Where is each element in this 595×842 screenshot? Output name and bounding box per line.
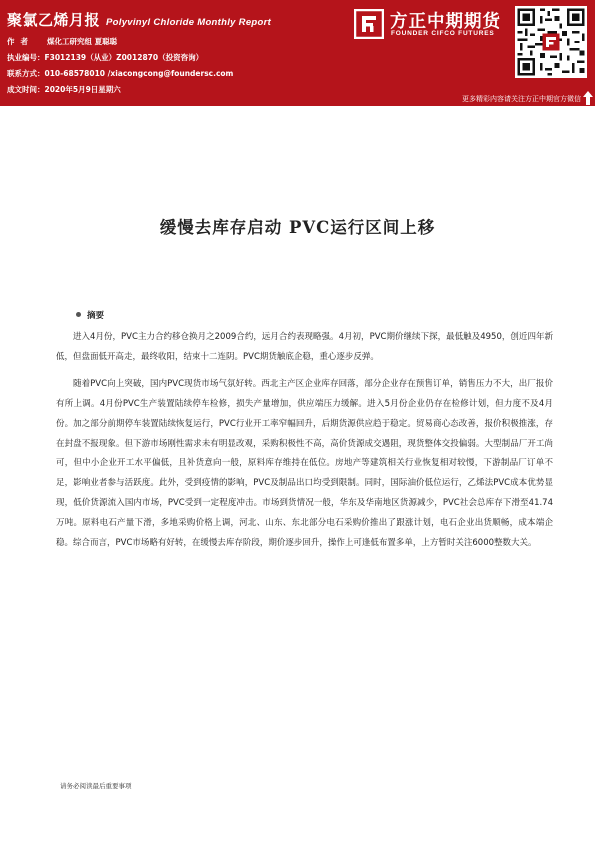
report-title-cn: 聚氯乙烯月报 <box>7 11 101 29</box>
abstract-body <box>56 328 553 554</box>
abstract-paragraph: 进入4月份，PVC主力合约移仓换月之2009合约，远月合约表现略强。4月初，PVC期价继续下探，最低触及4950，创近四年新低，但盘面低开高走，最终收阳，结束十二连阴。PVC期货触底企稳，重心逐步反弹。 <box>56 332 553 362</box>
author-row <box>7 37 117 47</box>
report-title-en: Polyvinyl Chloride Monthly Report <box>106 17 272 28</box>
arrow-up-icon <box>583 90 593 106</box>
founder-logo-icon <box>354 9 384 39</box>
footer-disclaimer-note: 请务必阅读最后重要事项 <box>60 782 132 790</box>
contact-value: 010-68578010 /xiacongcong@foundersc.com <box>44 69 234 78</box>
license-value: F3012139（从业）Z0012870（投资咨询） <box>44 53 204 62</box>
qr-code-icon <box>515 6 587 78</box>
wechat-slogan: 更多精彩内容请关注方正中期官方微信 <box>462 95 581 103</box>
logo-text-cn: 方正中期期货 <box>390 12 501 32</box>
bullet-icon <box>76 312 81 317</box>
date-value: 2020年5月9日星期六 <box>44 85 121 94</box>
contact-label: 联系方式： <box>7 69 45 78</box>
date-label: 成文时间： <box>7 85 45 94</box>
abstract-heading-text: 摘要 <box>87 311 105 321</box>
license-label: 执业编号： <box>7 53 45 62</box>
author-label: 作者 <box>7 37 34 46</box>
logo-text-en: FOUNDER CIFCO FUTURES <box>391 30 495 37</box>
company-logo <box>354 7 509 41</box>
date-row <box>7 85 121 95</box>
abstract-paragraph: 随着PVC向上突破，国内PVC现货市场气氛好转。西北主产区企业库存回落，部分企业存在预售订单，销售压力不大，出厂报价有所上调。4月份PVC生产装置陆续停车检修，损失产量增加，供应端压力缓解。进入5月份企业仍存在检修计划，但力度不及4月份。加之部分前期停车装置陆续恢复运行，PVC行业开工率窄幅回升，后期货源供应趋于稳定。贸易商心态改善，报价积极推涨，存在封盘不报现象。但下游市场刚性需求未有明显改观，采购积极性不高，高价货源成交遇阻，现货整体交投偏弱。大型制品厂开工尚可，但中小企业开工水平偏低，且补货意向一般，原料库存维持在低位。房地产等建筑相关行业恢复相对较慢，下游制品厂订单不足，影响业者参与活跃度。此外，受到疫情的影响，PVC及制品出口均受到限制。同时，国际油价低位运行，乙烯法PVC成本优势显现，低价货源流入国内市场，PVC受到一定程度冲击。市场到货情况一般，华东及华南地区货源减少，PVC社会总库存下滑至41.74万吨。原料电石产量下滑，多地采购价格上调，河北、山东、东北部分电石采购价推出了跟涨计划，电石企业出货顺畅，成本端企稳。综合而言，PVC市场略有好转，在缓慢去库存阶段，期价逐步回升，操作上可逢低布置多单，上方暂时关注6000整数大关。 <box>56 378 553 549</box>
report-title <box>7 9 271 30</box>
page-title: 缓慢去库存启动 PVC运行区间上移 <box>159 218 436 237</box>
license-row <box>7 53 203 63</box>
author-value: 煤化工研究组 夏聪聪 <box>47 37 118 46</box>
abstract-heading <box>76 309 104 321</box>
contact-row <box>7 69 233 79</box>
report-header <box>0 0 595 106</box>
